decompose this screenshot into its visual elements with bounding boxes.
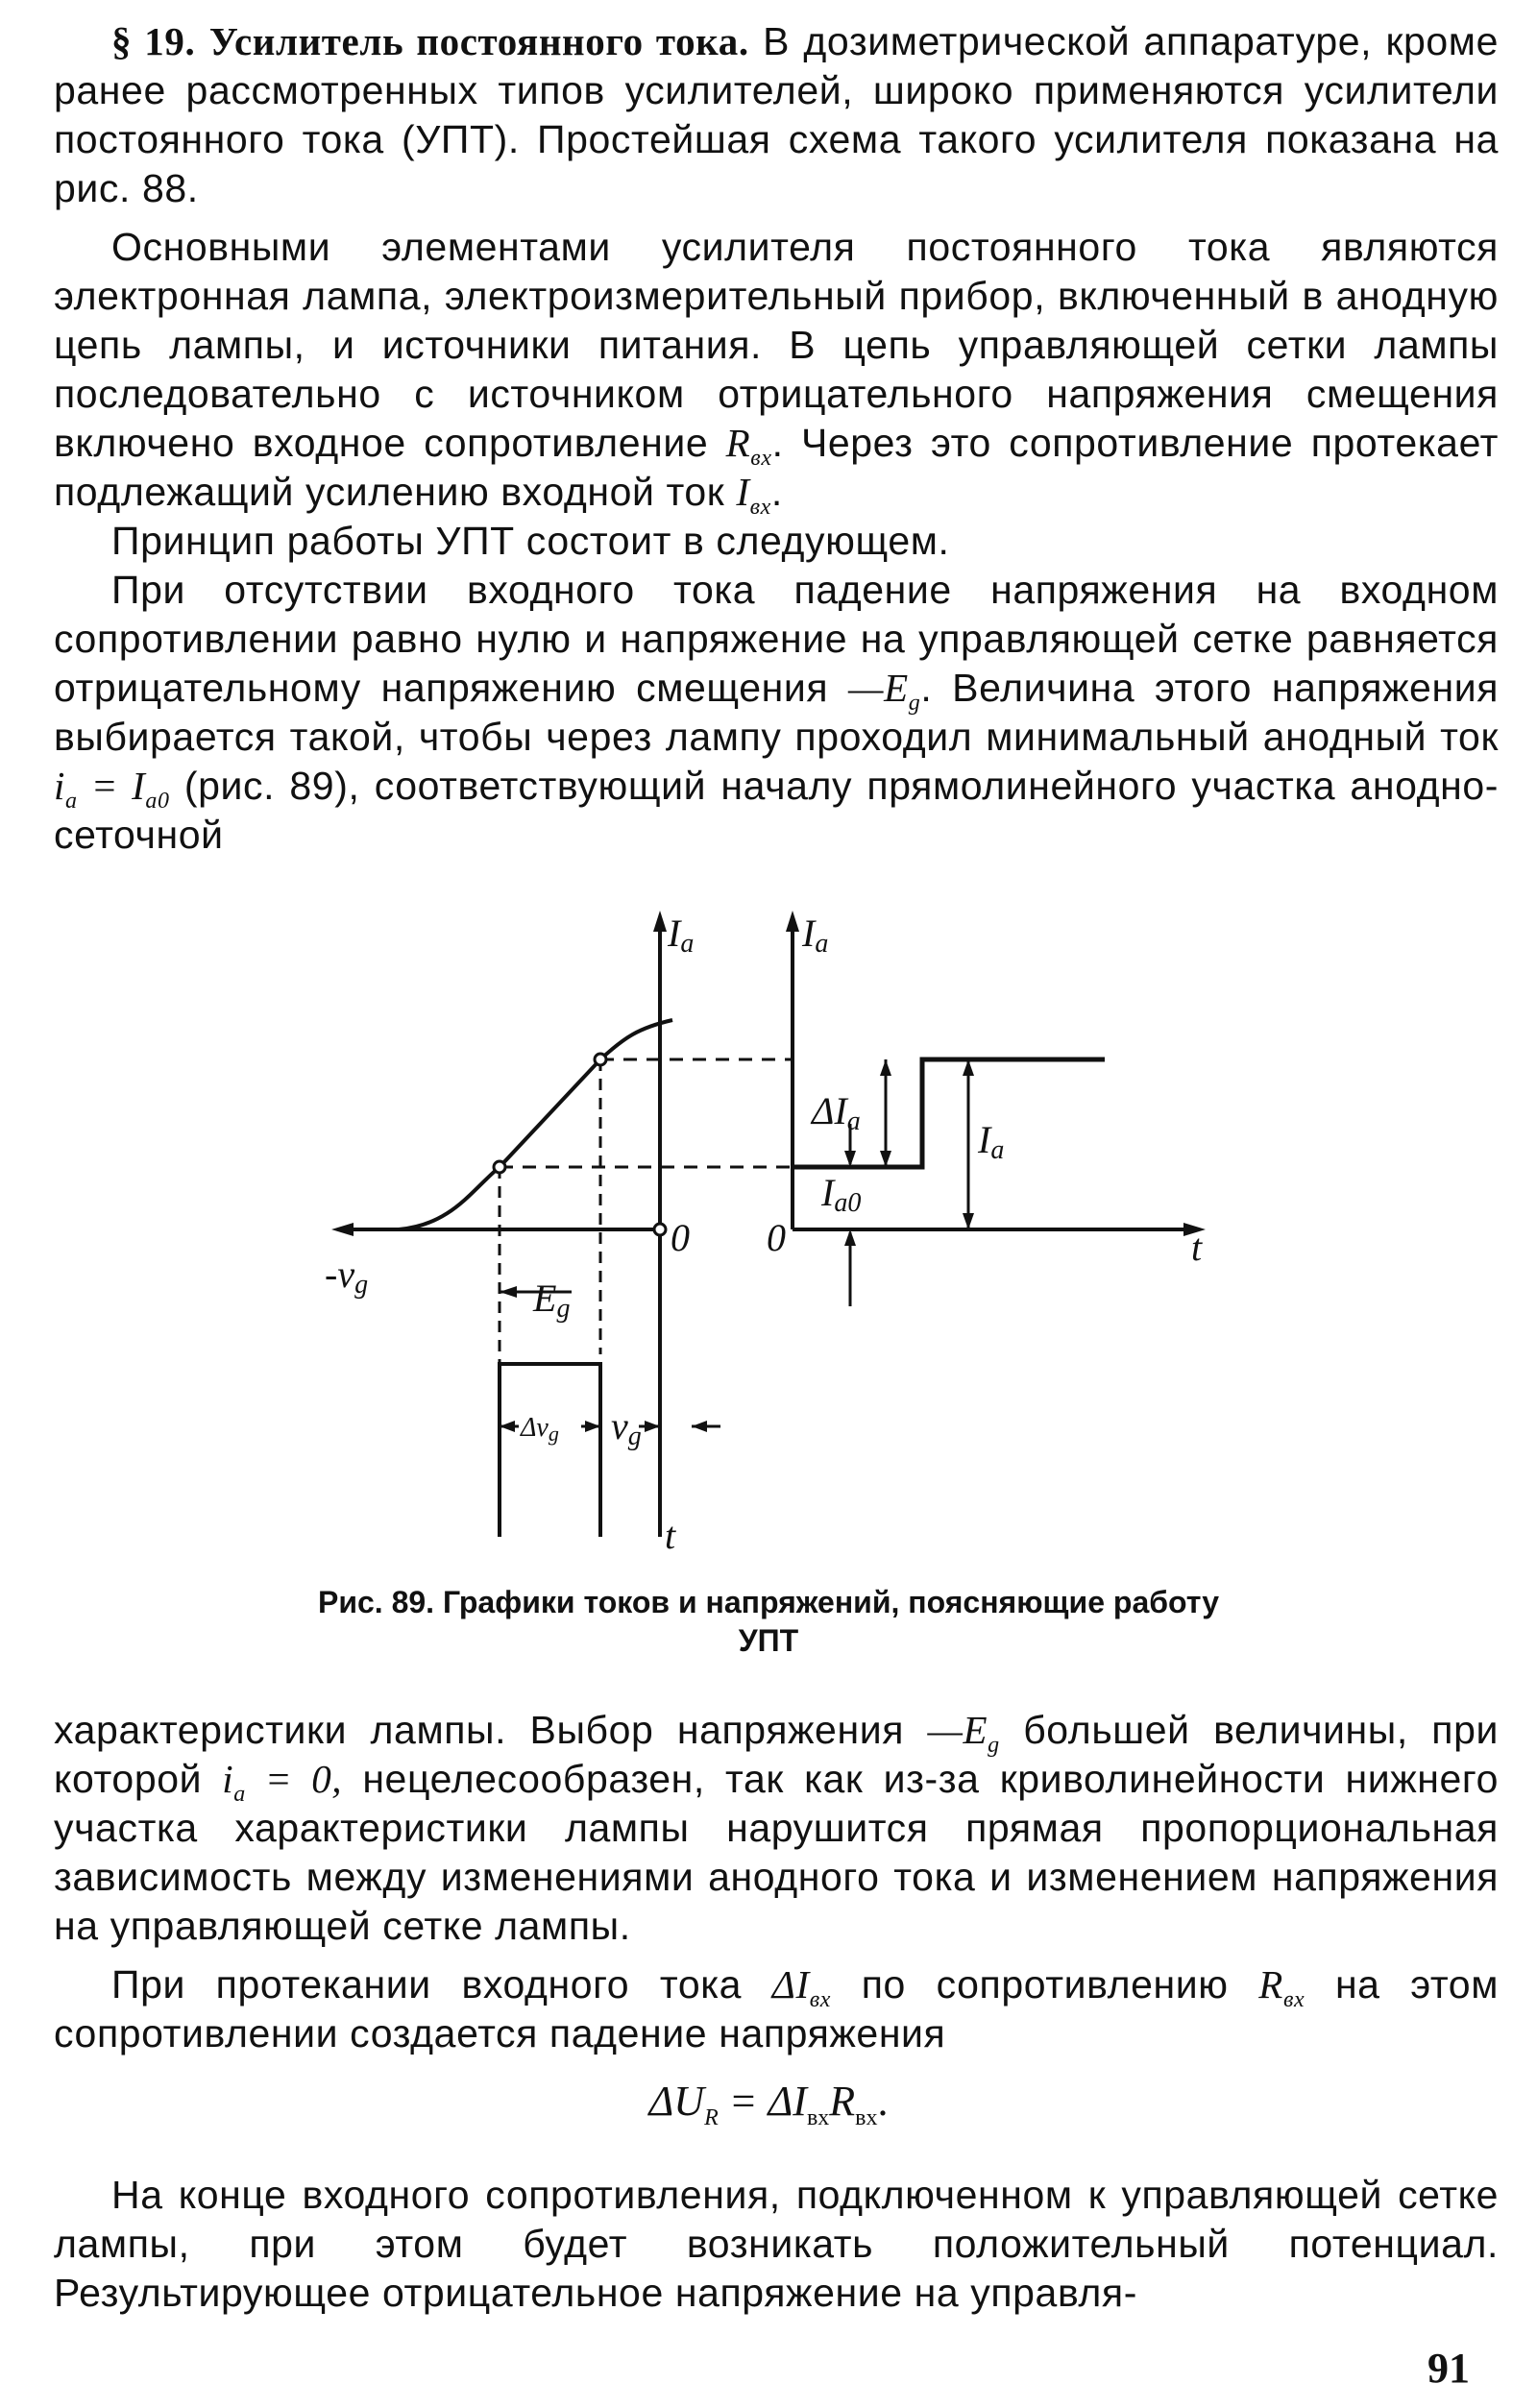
symbol-r-vx: $R_{вх}$ [725,421,772,472]
paragraph-3: Принцип работы УПТ состоит в следующем. [111,519,950,563]
vg-axis-arrow [331,1223,354,1236]
paragraph-1-text: В дозиметрической аппаратуре, кроме ранее рассмотренных типов усилителей, широко применяются усилители постоянного тока (УПТ). Простейшая схема такого усилителя показана на рис. 88. [54,19,1499,210]
ia-axis-left-arrow [653,911,667,932]
symbol-i-vx: $I_{вх}$ [736,470,771,521]
label-neg-vg: -vg [325,1253,369,1300]
symbol-neg-eg-2: $—E_g$ [927,1708,1000,1759]
figure-caption: Рис. 89. Графики токов и напряжений, поясняющие работу УПТ [317,1585,1220,1658]
paragraph-2: Основными элементами усилителя постоянного тока являются электронная лампа, электроизмерительный прибор, включенный в анодную цепь лампы, и источники питания. В цепь управляющей сетки лампы последовательно с источником отрицательного напряжения смещения включено входное сопротивление $R_{вх}$. Через это сопротивление протекает подлежащий усилению входной ток $I_{вх}$. [54,225,1499,521]
formula-delta-ur: $\Delta U_R = \Delta I_{вх}R_{вх}$. [648,2078,889,2130]
paragraph-1 [54,17,1499,213]
section-number: § 19. [111,19,196,63]
label-zero-right: 0 [767,1216,786,1259]
figure-89 [307,903,1210,1556]
label-delta-vg: Δvg [521,1413,559,1446]
characteristic-curve [399,1020,672,1229]
label-ia-mid: Ia [978,1118,1005,1165]
text-block-bottom [54,1706,1499,2058]
label-ia-left: Ia [668,912,695,959]
page-number: 91 [1427,2345,1470,2392]
curve-point-1 [494,1161,505,1173]
ia-axis-right-arrow [786,911,799,932]
paragraph-5: характеристики лампы. Выбор напряжения $—E_g$ большей величины, при которой $i_a = 0$, нецелесообразен, так как из-за криволинейности нижнего участка характеристики лампы нарушится прямая пропорциональная зависимость между изменениями анодного тока и изменением напряжения на управляющей сетке лампы. [54,1708,1499,1948]
label-delta-ia: ΔIa [812,1089,861,1136]
curve-point-2 [595,1054,606,1065]
origin-point [654,1224,666,1235]
text-block-top [54,17,1499,860]
label-zero-left: 0 [671,1216,690,1259]
label-t-bottom: t [665,1514,676,1556]
label-ia0: Ia0 [821,1171,862,1218]
symbol-ia-zero: $i_a = 0$, [222,1757,343,1808]
text-block-end [54,2171,1499,2318]
section-title: Усилитель постоянного тока. [208,19,749,63]
paragraph-6: При протекании входного тока $\Delta I_{вх}$ по сопротивлению $R_{вх}$ на этом сопротивлении создается падение напряжения [54,1962,1499,2055]
symbol-r-vx-2: $R_{вх}$ [1258,1962,1305,2013]
symbol-neg-eg: $—E_g$ [848,666,921,717]
paragraph-7: На конце входного сопротивления, подключенном к управляющей сетке лампы, при этом будет возникать положительный потенциал. Результирующее отрицательное напряжение на управля- [54,2173,1499,2315]
paragraph-4: При отсутствии входного тока падение напряжения на входном сопротивлении равно нулю и напряжение на управляющей сетке равняется отрицательному напряжению смещения $—E_g$. Величина этого напряжения выбирается такой, чтобы через лампу проходил минимальный анодный ток $i_a = I_{a0}$ (рис. 89), соответствующий началу прямолинейного участка анодно-сеточной [54,568,1500,857]
label-vg: vg [611,1404,642,1451]
label-eg: Eg [533,1277,571,1324]
symbol-delta-i-vx: $\Delta I_{вх}$ [771,1962,831,2013]
label-ia-right: Ia [802,912,829,959]
grid-voltage-step [500,1364,600,1537]
label-t-right: t [1191,1226,1203,1269]
figure-89-diagram [307,903,1210,1556]
symbol-ia-eq-ia0: $i_a = I_{a0}$ [54,764,170,815]
